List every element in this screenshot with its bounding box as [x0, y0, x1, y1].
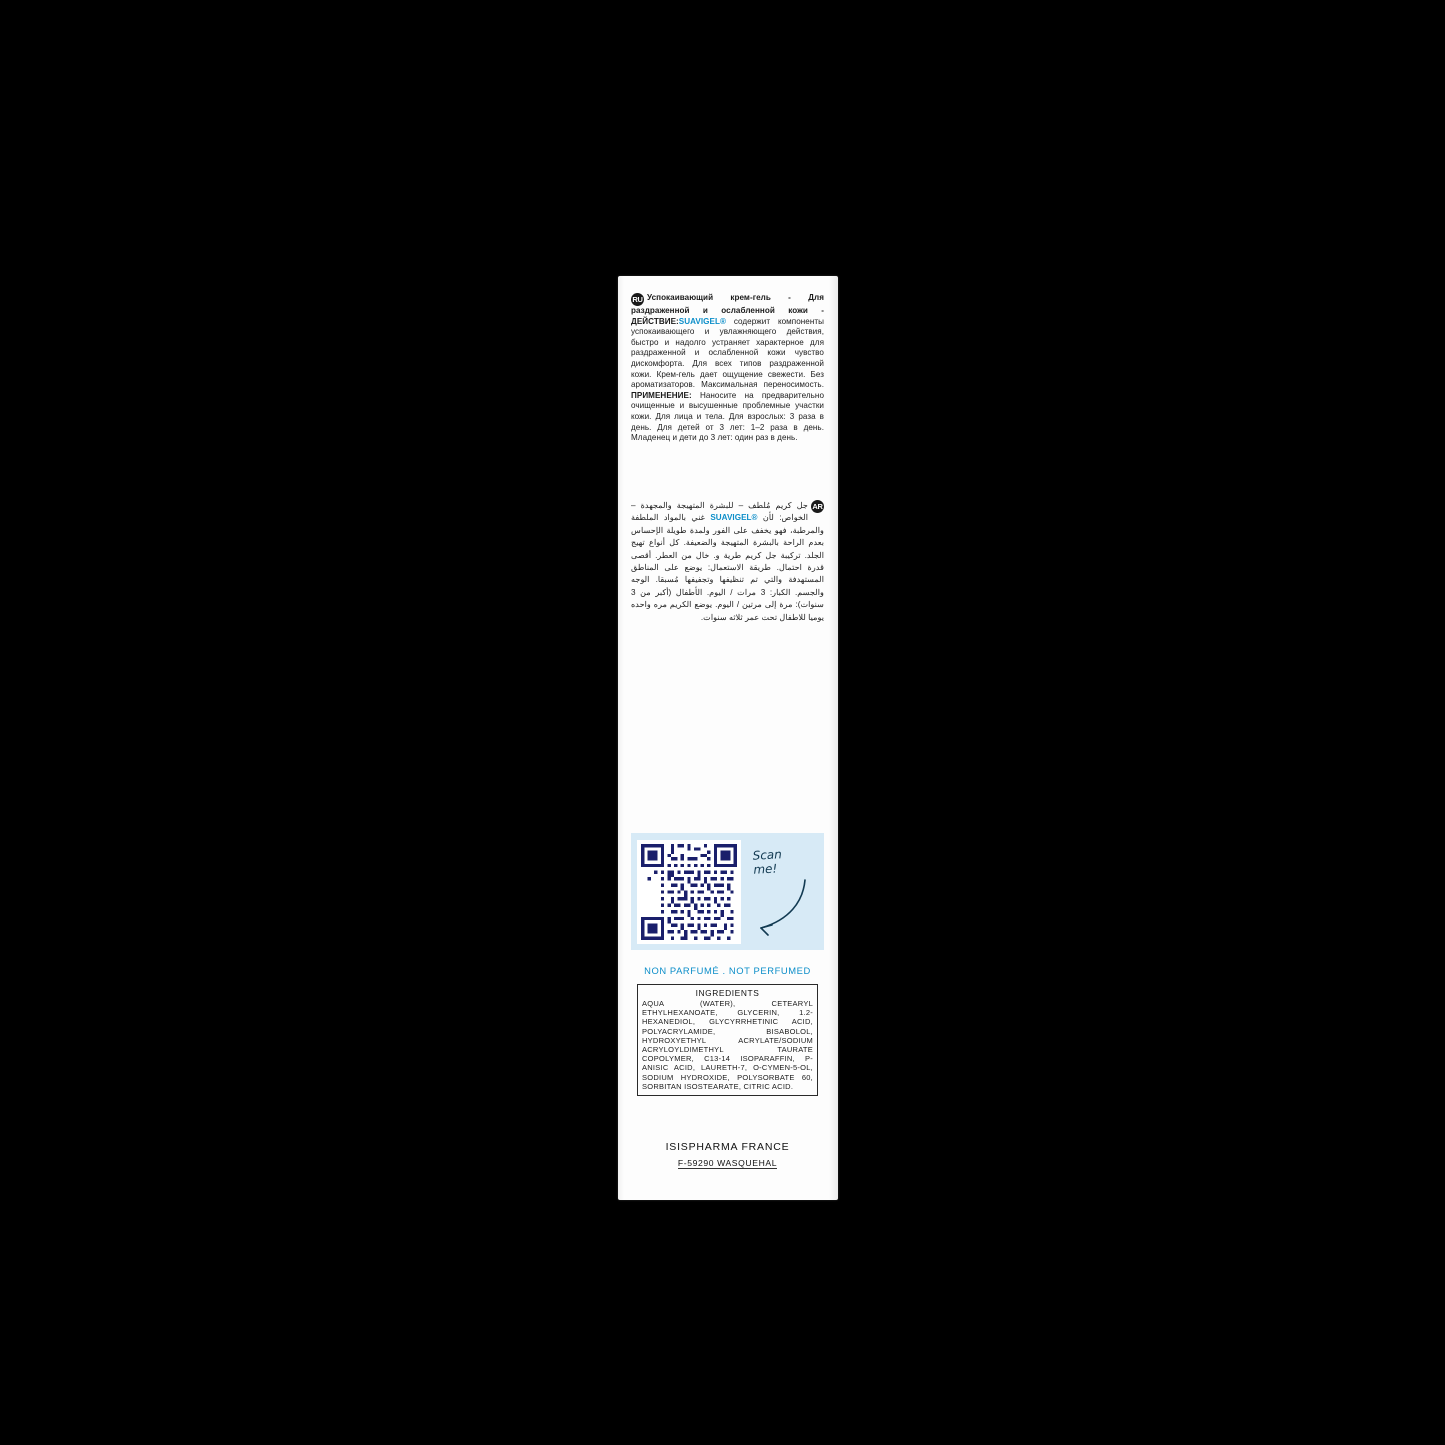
ingredients-title: INGREDIENTS: [695, 988, 760, 998]
scan-me-callout: [741, 840, 824, 944]
russian-body: содержит компоненты успокаивающего и увлажняющего действия, быстро и надолго устраняет характерное для раздраженной и ослабленной кожи чувство дискомфорта. Для всех типов раздраженной кожи. Крем-гель дает ощущение свежести. Без ароматизаторов. Максимальная переносимость.: [631, 316, 824, 390]
manufacturer-address: F-59290 WASQUEHAL: [677, 1158, 778, 1168]
qr-code[interactable]: [637, 840, 741, 944]
ru-language-badge: RU: [632, 295, 643, 304]
russian-usage-label: ПРИМЕНЕНИЕ:: [631, 390, 692, 400]
russian-usage-body: Наносите на предварительно очищенные и высушенные проблемные участки кожи. Для лица и тела. Для взрослых: 3 раза в день. Для детей от 3 лет: 1–2 раза в день. Младенец и дети до 3 лет: один раз в день.: [631, 390, 824, 443]
arabic-text-block: [631, 500, 824, 624]
arabic-body: غني بالمواد الملطفة والمرطبة، فهو يخفف على الفور ولمدة طويلة الإحساس بعدم الراحة بالبشرة المتهيجة والضعيفة. كل أنواع تهيج الجلد. تركيبة جل كريم طرية و. خال من العطر. أقصى قدرة احتمال. طريقة الاستعمال: يوضع على المناطق المستهدفة والتي تم تنظيفها وتجفيفها مُسبقا. الوجه والجسم. الكبار: 3 مرات / اليوم. الأطفال (أكبر من 3 سنوات): مرة إلى مرتين / اليوم. يوضع الكريم مره واحده يوميا للاطفال تحت عمر ثلاثه سنوات.: [631, 513, 824, 622]
product-carton-back-panel: [618, 276, 838, 1200]
russian-headline: Успокаивающий крем-гель - Для раздраженной и ослабленной кожи - ДЕЙСТВИЕ:: [631, 293, 824, 326]
arabic-brand-name: SUAVIGEL®: [710, 513, 758, 523]
arabic-line1: جل كريم مُلطف – للبشرة المتهيجة والمجهدة – الخواص: لأن: [631, 501, 809, 523]
manufacturer-block: [631, 1141, 824, 1171]
scan-me-line2: me!: [753, 861, 778, 877]
scan-me-line1: Scan: [752, 846, 783, 863]
non-perfumed-label: NON PARFUMÉ . NOT PERFUMED: [644, 965, 811, 976]
curved-arrow-icon: [745, 876, 815, 938]
ingredients-list: AQUA (WATER), CETEARYL ETHYLHEXANOATE, GLYCERIN, 1.2-HEXANEDIOL, GLYCYRRHETINIC ACID, POLYACRYLAMIDE, BISABOLOL, HYDROXYETHYL ACRYLATE/SODIUM ACRYLOYLDIMETHYL TAURATE COPOLYMER, C13-14 ISOPARAFFIN, P-ANISIC ACID, LAURETH-7, O-CYMEN-5-OL, SODIUM HYDROXIDE, POLYSORBATE 60, SORBITAN ISOSTEARATE, CITRIC ACID.: [642, 999, 813, 1091]
qr-code-panel: [631, 833, 824, 950]
ingredients-box: [637, 984, 818, 1096]
russian-brand-name: SUAVIGEL®: [678, 316, 726, 326]
manufacturer-name: ISISPHARMA FRANCE: [665, 1141, 790, 1153]
russian-text-block: [631, 293, 824, 444]
ar-language-badge: AR: [812, 502, 823, 511]
